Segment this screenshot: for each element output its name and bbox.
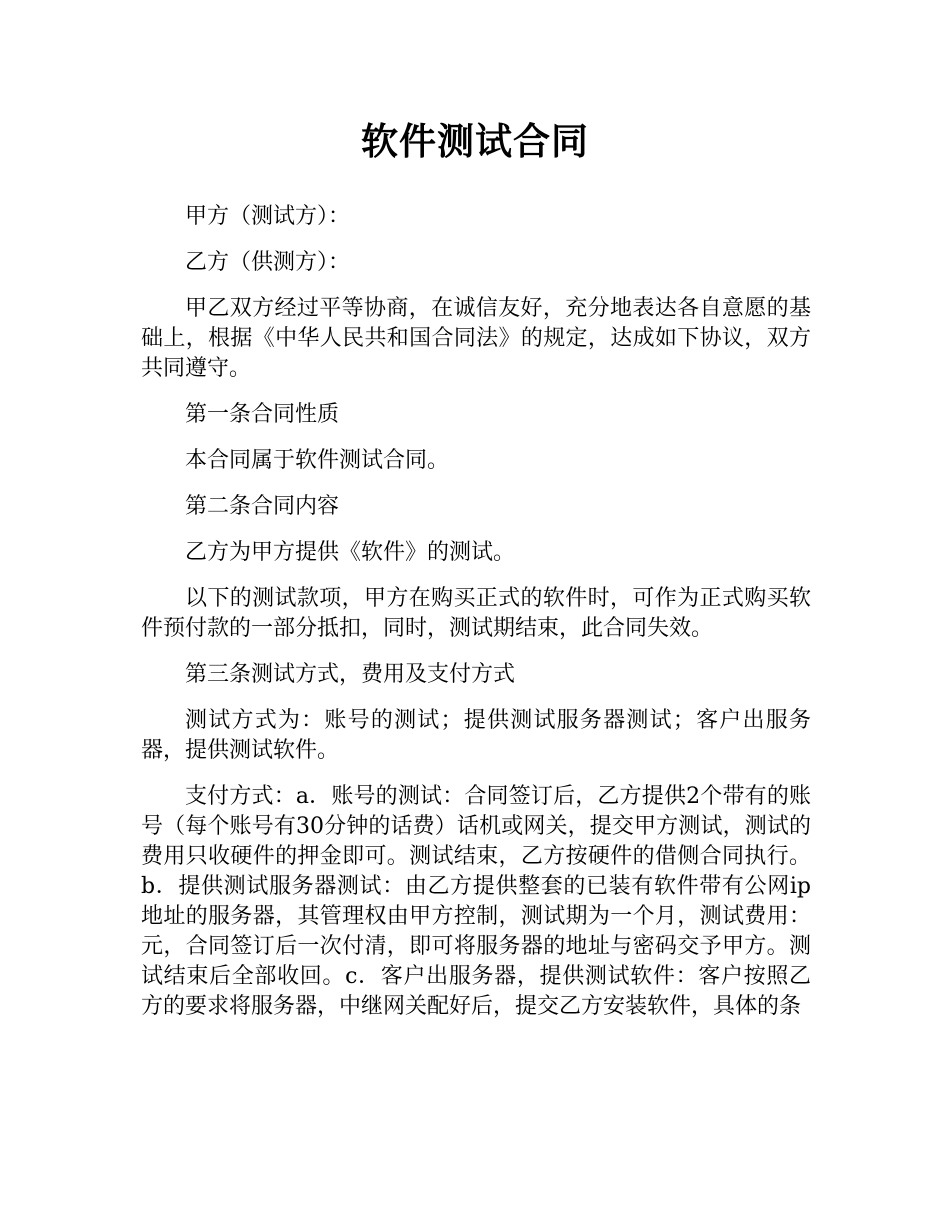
- article-2-note: 以下的测试款项，甲方在购买正式的软件时，可作为正式购买软件预付款的一部分抵扣，同时，测试期结束，此合同失效。: [141, 586, 811, 641]
- payment-method-paragraph: 支付方式：a．账号的测试：合同签订后，乙方提供2个带有的账号（每个账号有30分钟的话费）话机或网关，提交甲方测试，测试的费用只收硬件的押金即可。测试结束，乙方按硬件的借侧合同执行。b．提供测试服务器测试：由乙方提供整套的已装有软件带有公网ip地址的服务器，其管理权由甲方控制，测试期为一个月，测试费用：元，合同签订后一次付清，即可将服务器的地址与密码交予甲方。测试结束后全部收回。c．客户出服务器，提供测试软件：客户按照乙方的要求将服务器，中继网关配好后，提交乙方安装软件，具体的条: [141, 784, 811, 1019]
- article-1-heading: 第一条合同性质: [185, 402, 340, 427]
- document-body: [141, 202, 811, 1038]
- article-2-text: 乙方为甲方提供《软件》的测试。: [185, 540, 516, 565]
- test-method-paragraph: 测试方式为：账号的测试；提供测试服务器测试；客户出服务器，提供测试软件。: [141, 708, 811, 763]
- preamble-paragraph: 甲乙双方经过平等协商，在诚信友好，充分地表达各自意愿的基础上，根据《中华人民共和国合同法》的规定，达成如下协议，双方共同遵守。: [141, 296, 811, 381]
- party-a-line: 甲方（测试方）：: [185, 204, 351, 229]
- document-title: 软件测试合同: [361, 120, 589, 163]
- article-2-heading: 第二条合同内容: [185, 494, 340, 519]
- article-3-heading: 第三条测试方式，费用及支付方式: [185, 662, 516, 687]
- article-1-text: 本合同属于软件测试合同。: [185, 448, 450, 473]
- party-b-line: 乙方（供测方）：: [185, 250, 351, 275]
